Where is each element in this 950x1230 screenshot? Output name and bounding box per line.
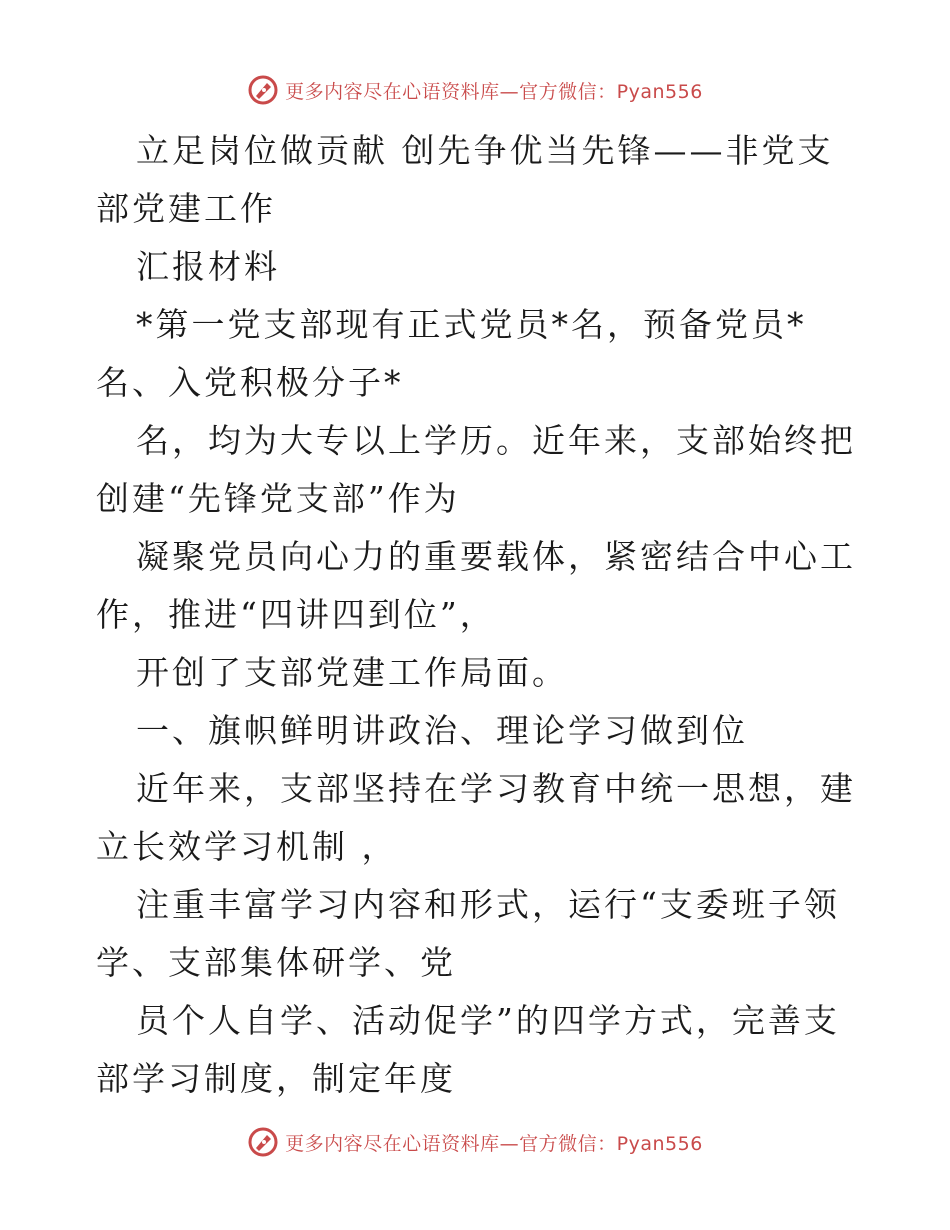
paragraph: 注重丰富学习内容和形式，运行“支委班子领学、支部集体研学、党 bbox=[96, 885, 840, 982]
paragraph: 凝聚党员向心力的重要载体，紧密结合中心工作，推进“四讲四到位”， bbox=[96, 537, 856, 634]
watermark-text: 更多内容尽在心语资料库—官方微信：Pyan556 bbox=[285, 80, 703, 103]
paragraph: *第一党支部现有正式党员*名，预备党员*名、入党积极分子* bbox=[96, 305, 807, 402]
document-subtitle: 汇报材料 bbox=[136, 247, 280, 286]
pen-nib-logo-icon bbox=[247, 1126, 279, 1158]
watermark-header bbox=[0, 70, 950, 110]
watermark-footer bbox=[0, 1122, 950, 1162]
watermark-text: 更多内容尽在心语资料库—官方微信：Pyan556 bbox=[285, 1132, 703, 1155]
document-title: 立足岗位做贡献 创先争优当先锋——非党支部党建工作 bbox=[96, 131, 834, 228]
paragraph: 近年来，支部坚持在学习教育中统一思想，建立长效学习机制 ， bbox=[96, 769, 856, 866]
paragraph: 开创了支部党建工作局面。 bbox=[136, 653, 568, 692]
paragraph: 名，均为大专以上学历。近年来，支部始终把创建“先锋党支部”作为 bbox=[96, 421, 856, 518]
section-heading: 一、旗帜鲜明讲政治、理论学习做到位 bbox=[136, 711, 748, 750]
document-body bbox=[96, 122, 856, 1108]
paragraph: 员个人自学、活动促学”的四学方式，完善支部学习制度，制定年度 bbox=[96, 1001, 840, 1098]
pen-nib-logo-icon bbox=[247, 74, 279, 106]
